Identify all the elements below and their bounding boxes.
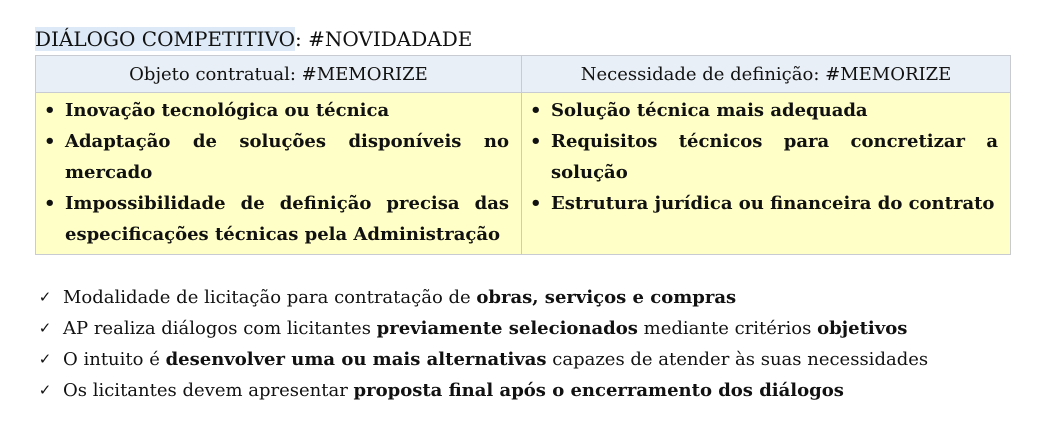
checklist-item [36,344,928,375]
list-item: • Estrutura jurídica ou financeira do contrato [530,188,998,219]
list-item: • Solução técnica mais adequada [530,95,998,126]
necessidade-list [522,93,1010,223]
check-icon: ✓ [38,350,52,368]
checklist-text: O intuito é [63,349,166,370]
checklist-text: Modalidade de licitação para contratação de [63,287,477,308]
header-objeto-contratual: Objeto contratual: #MEMORIZE [36,56,522,93]
emphasis-text: objetivos [817,318,908,339]
check-icon: ✓ [38,319,52,337]
emphasis-text: proposta final após o encerramento dos diálogos [353,380,844,401]
objeto-list [36,93,521,254]
checklist-item [36,282,928,313]
page-title [35,25,472,53]
checklist-item [36,313,928,344]
checklist-text: AP realiza diálogos com licitantes [63,318,377,339]
emphasis-text: previamente selecionados [376,318,638,339]
cell-necessidade-definicao [522,93,1011,255]
list-item: • Inovação tecnológica ou técnica [44,95,509,126]
check-icon: ✓ [38,381,52,399]
list-item: • Adaptação de soluções disponíveis no mercado [44,126,509,188]
list-item: • Impossibilidade de definição precisa das especificações técnicas pela Administração [44,188,509,250]
table-header-row [36,56,1011,93]
table-body-row [36,93,1011,255]
check-icon: ✓ [38,288,52,306]
checklist-text: mediante critérios [637,318,818,339]
title-suffix: : #NOVIDADADE [295,27,473,51]
checklist-text: Os licitantes devem apresentar [63,380,354,401]
list-item: • Requisitos técnicos para concretizar a solução [530,126,998,188]
cell-objeto-contratual [36,93,522,255]
title-highlight: DIÁLOGO COMPETITIVO [35,27,295,51]
checklist-text: capazes de atender às suas necessidades [546,349,929,370]
summary-table [35,55,1011,255]
header-necessidade-definicao: Necessidade de definição: #MEMORIZE [522,56,1011,93]
checklist-item [36,375,928,406]
emphasis-text: obras, serviços e compras [476,287,737,308]
checklist [36,282,928,406]
emphasis-text: desenvolver uma ou mais alternativas [165,349,547,370]
